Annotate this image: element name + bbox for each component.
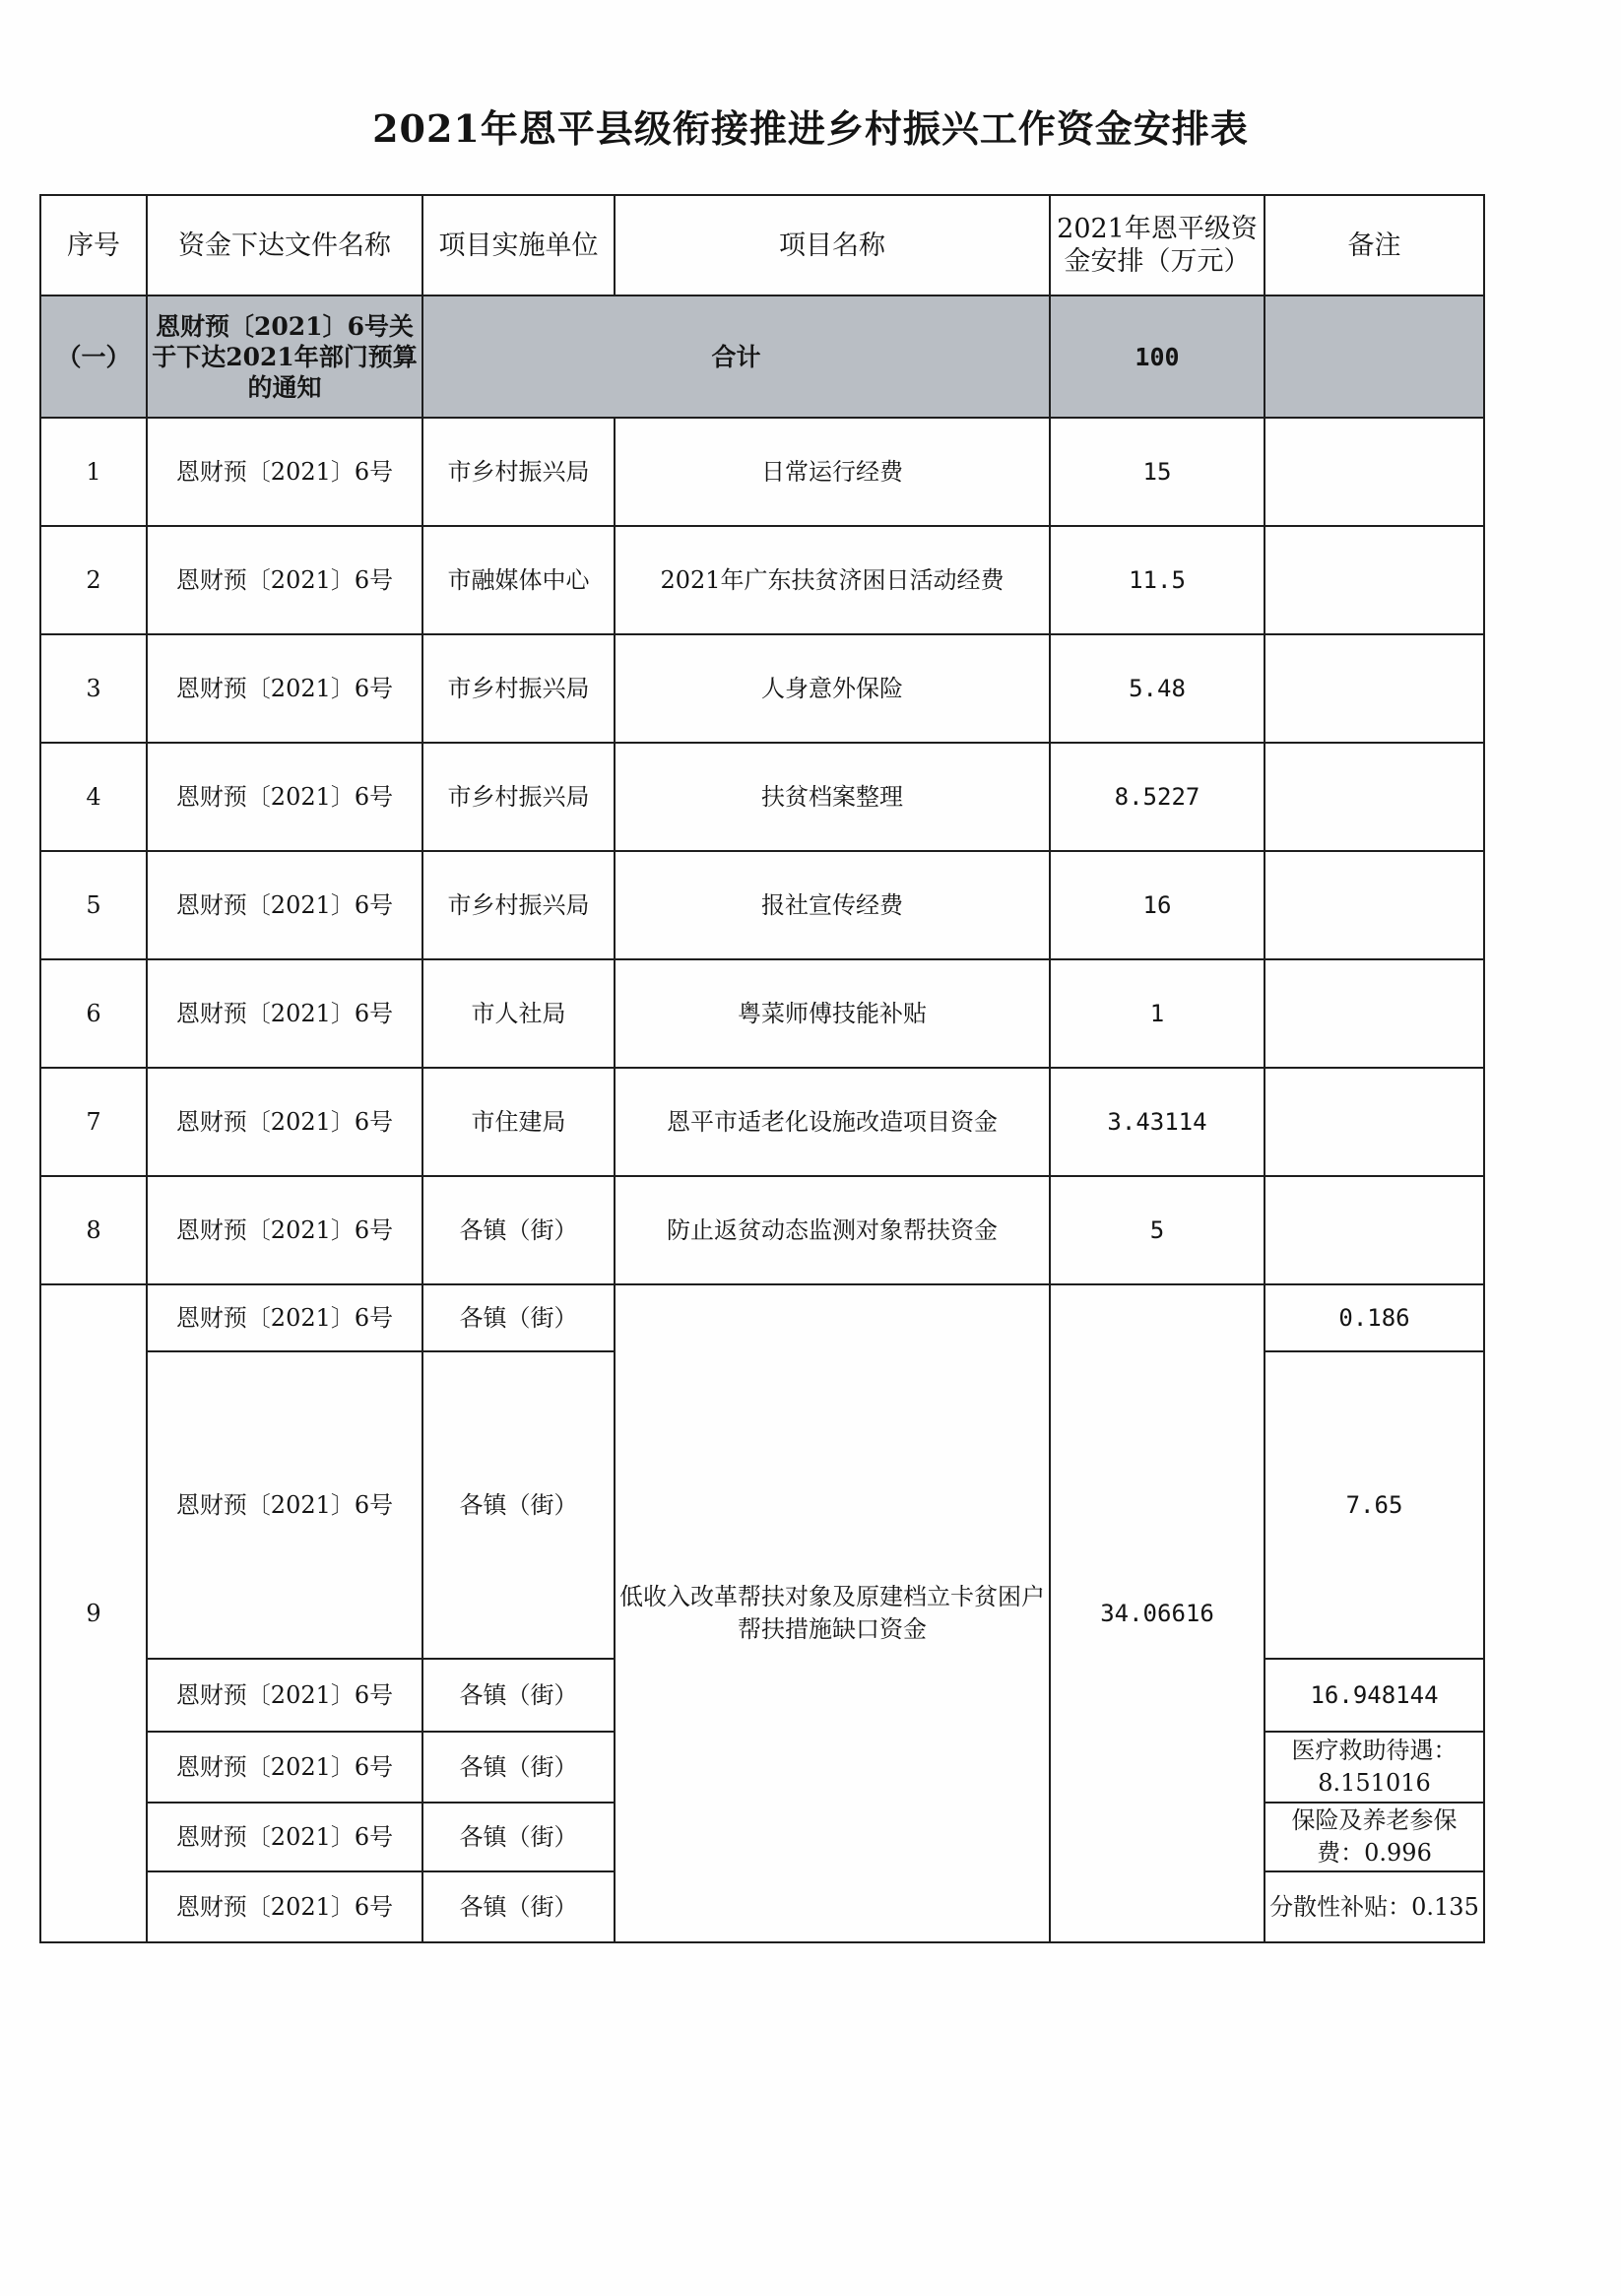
row-unit: 市融媒体中心 <box>422 526 615 634</box>
row-unit: 市人社局 <box>422 959 615 1068</box>
row-unit: 市乡村振兴局 <box>422 851 615 959</box>
table-row <box>40 743 1484 851</box>
group9-subrow <box>40 1284 1484 1351</box>
row-seq: 5 <box>40 851 147 959</box>
header-note: 备注 <box>1264 195 1484 295</box>
table-row <box>40 851 1484 959</box>
row-project: 人身意外保险 <box>615 634 1050 743</box>
row-doc: 恩财预〔2021〕6号 <box>147 1176 422 1284</box>
table-row <box>40 1068 1484 1176</box>
total-amount: 100 <box>1050 295 1264 418</box>
row-doc: 恩财预〔2021〕6号 <box>147 851 422 959</box>
subrow-note: 分散性补贴：0.135 <box>1264 1871 1484 1942</box>
table-row <box>40 959 1484 1068</box>
header-doc: 资金下达文件名称 <box>147 195 422 295</box>
row-project: 报社宣传经费 <box>615 851 1050 959</box>
row-seq: 3 <box>40 634 147 743</box>
row-amount: 15 <box>1050 418 1264 526</box>
row-amount: 8.5227 <box>1050 743 1264 851</box>
table-header-row <box>40 195 1484 295</box>
subrow-doc: 恩财预〔2021〕6号 <box>147 1732 422 1803</box>
row-seq: 1 <box>40 418 147 526</box>
row-seq: 8 <box>40 1176 147 1284</box>
row-amount: 5.48 <box>1050 634 1264 743</box>
row-unit: 各镇（街） <box>422 1176 615 1284</box>
subrow-note: 16.948144 <box>1264 1659 1484 1732</box>
subrow-doc: 恩财预〔2021〕6号 <box>147 1351 422 1659</box>
row-unit: 市乡村振兴局 <box>422 418 615 526</box>
table-row <box>40 1176 1484 1284</box>
subrow-note: 0.186 <box>1264 1284 1484 1351</box>
funding-table <box>39 194 1485 1943</box>
subrow-doc: 恩财预〔2021〕6号 <box>147 1284 422 1351</box>
row-amount: 11.5 <box>1050 526 1264 634</box>
row-project: 2021年广东扶贫济困日活动经费 <box>615 526 1050 634</box>
total-label: 合计 <box>422 295 1050 418</box>
subrow-unit: 各镇（街） <box>422 1803 615 1871</box>
subrow-doc: 恩财预〔2021〕6号 <box>147 1803 422 1871</box>
table-row <box>40 634 1484 743</box>
table-row <box>40 418 1484 526</box>
group9-project: 低收入改革帮扶对象及原建档立卡贫困户帮扶措施缺口资金 <box>615 1284 1050 1942</box>
total-doc: 恩财预〔2021〕6号关于下达2021年部门预算的通知 <box>147 295 422 418</box>
subrow-note: 医疗救助待遇：8.151016 <box>1264 1732 1484 1803</box>
total-row <box>40 295 1484 418</box>
row-doc: 恩财预〔2021〕6号 <box>147 959 422 1068</box>
row-seq: 6 <box>40 959 147 1068</box>
subrow-note: 7.65 <box>1264 1351 1484 1659</box>
row-note <box>1264 1068 1484 1176</box>
total-note <box>1264 295 1484 418</box>
row-amount: 16 <box>1050 851 1264 959</box>
row-unit: 市乡村振兴局 <box>422 743 615 851</box>
row-doc: 恩财预〔2021〕6号 <box>147 743 422 851</box>
group9-amount: 34.06616 <box>1050 1284 1264 1942</box>
subrow-unit: 各镇（街） <box>422 1351 615 1659</box>
header-seq: 序号 <box>40 195 147 295</box>
row-project: 恩平市适老化设施改造项目资金 <box>615 1068 1050 1176</box>
row-note <box>1264 743 1484 851</box>
group9-seq: 9 <box>40 1284 147 1942</box>
subrow-unit: 各镇（街） <box>422 1871 615 1942</box>
total-seq: （一） <box>40 295 147 418</box>
header-project: 项目名称 <box>615 195 1050 295</box>
subrow-unit: 各镇（街） <box>422 1284 615 1351</box>
row-unit: 市住建局 <box>422 1068 615 1176</box>
row-doc: 恩财预〔2021〕6号 <box>147 1068 422 1176</box>
row-project: 粤菜师傅技能补贴 <box>615 959 1050 1068</box>
row-project: 防止返贫动态监测对象帮扶资金 <box>615 1176 1050 1284</box>
row-amount: 1 <box>1050 959 1264 1068</box>
row-project: 日常运行经费 <box>615 418 1050 526</box>
subrow-doc: 恩财预〔2021〕6号 <box>147 1659 422 1732</box>
header-unit: 项目实施单位 <box>422 195 615 295</box>
row-amount: 3.43114 <box>1050 1068 1264 1176</box>
row-project: 扶贫档案整理 <box>615 743 1050 851</box>
row-seq: 4 <box>40 743 147 851</box>
row-note <box>1264 634 1484 743</box>
row-note <box>1264 959 1484 1068</box>
subrow-unit: 各镇（街） <box>422 1732 615 1803</box>
row-seq: 2 <box>40 526 147 634</box>
row-seq: 7 <box>40 1068 147 1176</box>
row-doc: 恩财预〔2021〕6号 <box>147 418 422 526</box>
row-note <box>1264 1176 1484 1284</box>
header-amount: 2021年恩平级资金安排（万元） <box>1050 195 1264 295</box>
row-note <box>1264 526 1484 634</box>
subrow-unit: 各镇（街） <box>422 1659 615 1732</box>
row-doc: 恩财预〔2021〕6号 <box>147 634 422 743</box>
row-note <box>1264 418 1484 526</box>
row-note <box>1264 851 1484 959</box>
page-title: 2021年恩平县级衔接推进乡村振兴工作资金安排表 <box>372 106 1249 151</box>
row-doc: 恩财预〔2021〕6号 <box>147 526 422 634</box>
subrow-doc: 恩财预〔2021〕6号 <box>147 1871 422 1942</box>
table-row <box>40 526 1484 634</box>
row-amount: 5 <box>1050 1176 1264 1284</box>
row-unit: 市乡村振兴局 <box>422 634 615 743</box>
subrow-note: 保险及养老参保费：0.996 <box>1264 1803 1484 1871</box>
